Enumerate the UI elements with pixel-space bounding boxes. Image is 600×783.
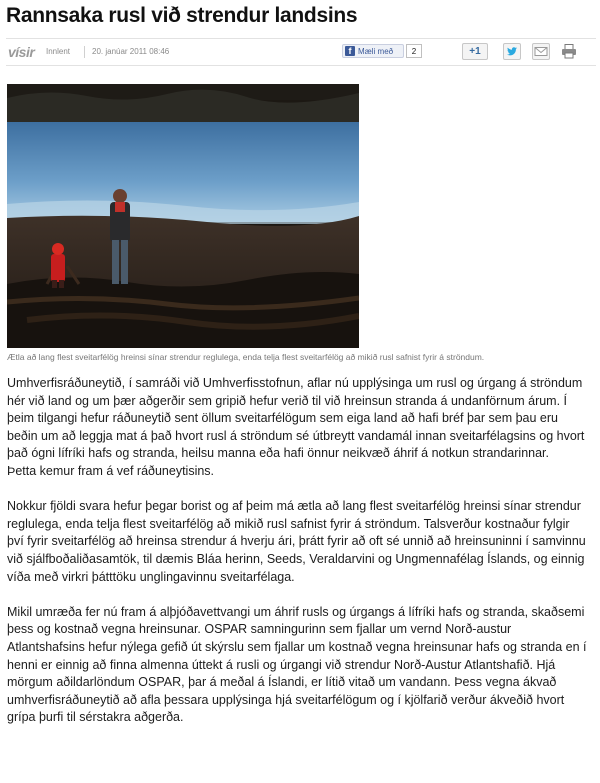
facebook-like-count: 2 <box>406 44 422 58</box>
twitter-icon <box>504 44 520 59</box>
article-body <box>7 375 587 744</box>
facebook-icon: f <box>345 46 355 56</box>
visir-logo[interactable]: vísir <box>8 44 35 60</box>
twitter-share-button[interactable] <box>503 43 521 60</box>
paragraph-text: Umhverfisráðuneytið, í samráði við Umhverfisstofnun, aflar nú upplýsinga um rusl og úrgang á ströndum hér við land og um þær aðgerðir sem gripið hefur verið til við hreinsun stranda á undanförnum árum. Í þeim tilgangi hefur ráðuneytið sent öllum sveitarfélögum sem eiga land að hafi bréf þar sem þau eru beðin um að leggja mat á það hvort rusl á ströndum sé útbreytt vandamál innan sveitarfélagsins og hvort það ógni lífríki hafs og stranda, heilsu manna eða hafi önnur neikvæð áhrif á notkun strandarinnar. <box>7 376 585 461</box>
image-caption: Ætla að lang flest sveitarfélög hreinsi sínar strendur reglulega, enda telja flest sveitarfélög að mikið rusl safnist fyrir á ströndum. <box>7 352 485 362</box>
article-photo[interactable] <box>7 84 359 348</box>
article-title: Rannsaka rusl við strendur landsins <box>6 4 358 27</box>
beach-photo-image <box>7 84 359 348</box>
print-button[interactable] <box>560 43 578 60</box>
facebook-like-label: Mæli með <box>358 46 394 56</box>
article-paragraph: Nokkur fjöldi svara hefur þegar borist og af þeim má ætla að lang flest sveitarfélög hreinsi sínar strendur reglulega, enda telja flest sveitarfélög að mikið rusl safnist fyrir á ströndum. Talsverður kostnaður fylgir því fyrir sveitarfélög að hreinsa strendur á hverju ári, þrátt fyrir að oft sé unnið að hreinsuninni í samvinnu við sjálfboðaliðasamtök, til dæmis Bláa herinn, Seeds, Veraldarvini og Ungmennafélag Íslands, og einnig víða með virkri þátttöku unglingavinnu sveitarfélaga. <box>7 499 586 584</box>
facebook-like-button[interactable] <box>342 44 404 58</box>
mail-icon <box>533 44 549 59</box>
article-category[interactable]: Innlent <box>46 47 71 56</box>
article-meta-bar <box>6 38 596 66</box>
paragraph-text: Þetta kemur fram á vef ráðuneytisins. <box>7 463 215 478</box>
email-share-button[interactable] <box>532 43 550 60</box>
article-date: 20. janúar 2011 08:46 <box>92 47 170 56</box>
printer-icon <box>560 43 578 60</box>
meta-divider <box>84 46 85 58</box>
google-plus-button[interactable]: +1 <box>462 43 488 60</box>
article-paragraph <box>7 375 587 481</box>
child-figure <box>51 243 65 288</box>
article-paragraph: Mikil umræða fer nú fram á alþjóðavettvangi um áhrif rusls og úrgangs á lífríki hafs og stranda, skaðsemi þess og kostnað vegna hreinsunar. OSPAR samningurinn sem fjallar um vernd Norð-austur Atlantshafsins hefur nýlega gefið út skýrslu sem fjallar um kostnað vegna hreinsunar hafs og stranda en í henni er einnig að finna almenna úttekt á rusli og úrgangi við strendur Norð-Austur Atlantshafið. Hjá mörgum aðildarlöndum OSPAR, þar á meðal á Íslandi, er lítið vitað um vandann. Þess vegna ákvað umhverfisráðuneytið að afla þessara upplýsinga hjá sveitarfélögum og í kjölfarið verður ákveðið hvort grípa þurfi til sérstakra aðgerða. <box>7 604 587 725</box>
